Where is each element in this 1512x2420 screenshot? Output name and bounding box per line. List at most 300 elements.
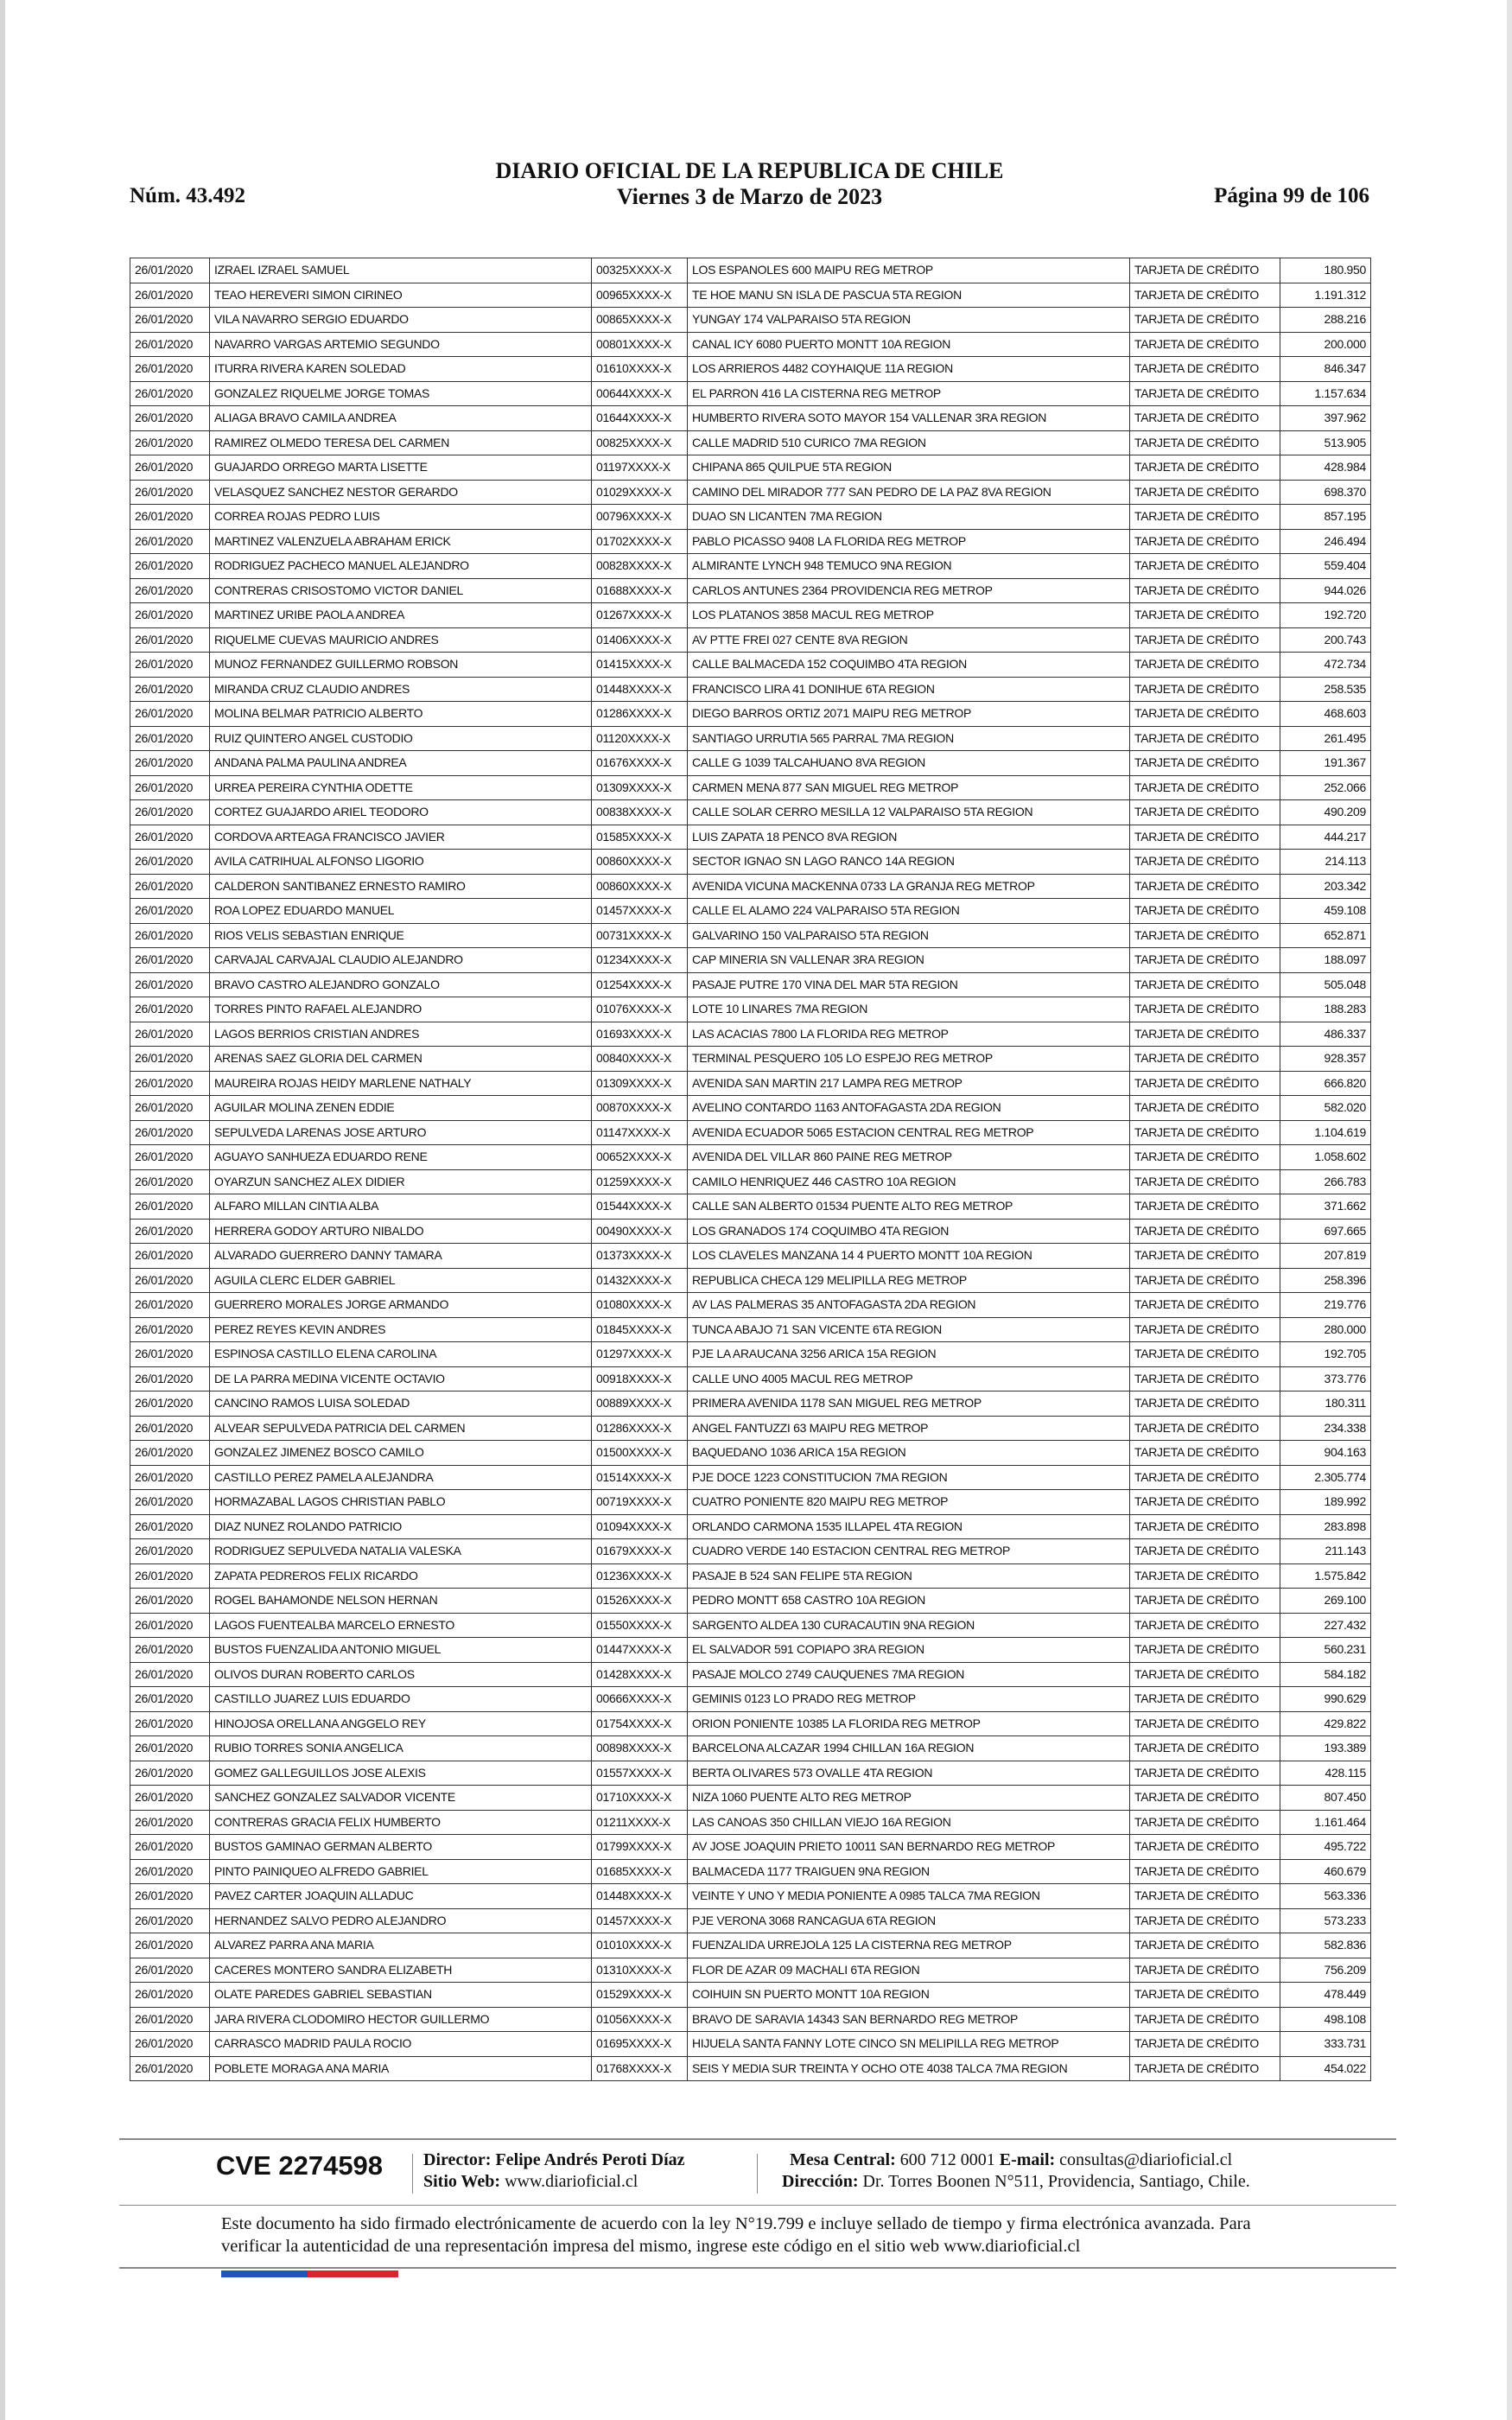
record-rut: 00325XXXX-X [592,258,688,283]
record-name: ALVARADO GUERRERO DANNY TAMARA [210,1244,592,1269]
record-rut: 01754XXXX-X [592,1711,688,1736]
record-date: 26/01/2020 [130,283,210,308]
record-rut: 01310XXXX-X [592,1958,688,1983]
record-name: PAVEZ CARTER JOAQUIN ALLADUC [210,1884,592,1909]
record-date: 26/01/2020 [130,1835,210,1860]
record-date: 26/01/2020 [130,923,210,948]
record-name: ALIAGA BRAVO CAMILA ANDREA [210,406,592,431]
record-name: ROGEL BAHAMONDE NELSON HERNAN [210,1589,592,1614]
record-address: LAS ACACIAS 7800 LA FLORIDA REG METROP [688,1022,1130,1047]
record-address: CARMEN MENA 877 SAN MIGUEL REG METROP [688,775,1130,800]
table-row [130,529,1371,554]
record-name: ZAPATA PEDREROS FELIX RICARDO [210,1563,592,1589]
record-amount: 573.233 [1280,1908,1371,1933]
record-date: 26/01/2020 [130,455,210,481]
record-date: 26/01/2020 [130,899,210,924]
record-rut: 01529XXXX-X [592,1983,688,2008]
record-rut: 01010XXXX-X [592,1933,688,1958]
record-date: 26/01/2020 [130,997,210,1022]
table-row [130,923,1371,948]
record-name: JARA RIVERA CLODOMIRO HECTOR GUILLERMO [210,2007,592,2032]
table-row [130,1293,1371,1318]
record-address: BERTA OLIVARES 573 OVALLE 4TA REGION [688,1761,1130,1786]
record-amount: 756.209 [1280,1958,1371,1983]
record-address: AV JOSE JOAQUIN PRIETO 10011 SAN BERNARDO REG METROP [688,1835,1130,1860]
record-address: EL PARRON 416 LA CISTERNA REG METROP [688,381,1130,406]
record-address: SEIS Y MEDIA SUR TREINTA Y OCHO OTE 4038 TALCA 7MA REGION [688,2056,1130,2081]
record-amount: 559.404 [1280,554,1371,579]
record-type: TARJETA DE CRÉDITO [1130,2032,1280,2057]
record-type: TARJETA DE CRÉDITO [1130,1366,1280,1392]
record-type: TARJETA DE CRÉDITO [1130,677,1280,702]
record-amount: 207.819 [1280,1244,1371,1269]
record-address: AVENIDA DEL VILLAR 860 PAINE REG METROP [688,1145,1130,1170]
record-amount: 246.494 [1280,529,1371,554]
record-date: 26/01/2020 [130,603,210,628]
record-date: 26/01/2020 [130,1687,210,1712]
record-date: 26/01/2020 [130,751,210,776]
record-type: TARJETA DE CRÉDITO [1130,258,1280,283]
table-row [130,1933,1371,1958]
record-name: LAGOS BERRIOS CRISTIAN ANDRES [210,1022,592,1047]
record-name: RUBIO TORRES SONIA ANGELICA [210,1736,592,1761]
record-date: 26/01/2020 [130,1908,210,1933]
table-row [130,1194,1371,1220]
record-date: 26/01/2020 [130,1145,210,1170]
record-rut: 01406XXXX-X [592,627,688,653]
record-type: TARJETA DE CRÉDITO [1130,1711,1280,1736]
record-rut: 00898XXXX-X [592,1736,688,1761]
record-rut: 01610XXXX-X [592,357,688,382]
record-type: TARJETA DE CRÉDITO [1130,1392,1280,1417]
record-address: CALLE BALMACEDA 152 COQUIMBO 4TA REGION [688,653,1130,678]
record-name: HERRERA GODOY ARTURO NIBALDO [210,1219,592,1244]
record-date: 26/01/2020 [130,1293,210,1318]
record-name: CALDERON SANTIBANEZ ERNESTO RAMIRO [210,874,592,899]
record-address: GEMINIS 0123 LO PRADO REG METROP [688,1687,1130,1712]
record-amount: 261.495 [1280,726,1371,751]
record-amount: 397.962 [1280,406,1371,431]
record-address: ANGEL FANTUZZI 63 MAIPU REG METROP [688,1416,1130,1441]
contact-line [790,2150,1232,2170]
record-type: TARJETA DE CRÉDITO [1130,283,1280,308]
record-rut: 01685XXXX-X [592,1859,688,1884]
record-type: TARJETA DE CRÉDITO [1130,1539,1280,1564]
record-rut: 00731XXXX-X [592,923,688,948]
record-type: TARJETA DE CRÉDITO [1130,1465,1280,1490]
table-row [130,1638,1371,1663]
table-row [130,1366,1371,1392]
record-address: CALLE G 1039 TALCAHUANO 8VA REGION [688,751,1130,776]
record-name: TEAO HEREVERI SIMON CIRINEO [210,283,592,308]
record-amount: 1.058.602 [1280,1145,1371,1170]
record-name: URREA PEREIRA CYNTHIA ODETTE [210,775,592,800]
flag-red-stripe [308,2270,398,2277]
record-date: 26/01/2020 [130,1342,210,1367]
record-date: 26/01/2020 [130,1761,210,1786]
record-address: PASAJE MOLCO 2749 CAUQUENES 7MA REGION [688,1662,1130,1687]
record-date: 26/01/2020 [130,1933,210,1958]
record-type: TARJETA DE CRÉDITO [1130,357,1280,382]
record-address: ALMIRANTE LYNCH 948 TEMUCO 9NA REGION [688,554,1130,579]
record-date: 26/01/2020 [130,1465,210,1490]
record-rut: 00860XXXX-X [592,850,688,875]
record-amount: 234.338 [1280,1416,1371,1441]
record-type: TARJETA DE CRÉDITO [1130,1145,1280,1170]
record-type: TARJETA DE CRÉDITO [1130,1194,1280,1220]
record-amount: 444.217 [1280,825,1371,850]
table-row [130,972,1371,997]
record-type: TARJETA DE CRÉDITO [1130,1589,1280,1614]
record-amount: 460.679 [1280,1859,1371,1884]
record-rut: 01702XXXX-X [592,529,688,554]
record-address: CUATRO PONIENTE 820 MAIPU REG METROP [688,1490,1130,1515]
record-type: TARJETA DE CRÉDITO [1130,627,1280,653]
record-type: TARJETA DE CRÉDITO [1130,1342,1280,1367]
record-date: 26/01/2020 [130,972,210,997]
record-date: 26/01/2020 [130,2056,210,2081]
record-name: CARVAJAL CARVAJAL CLAUDIO ALEJANDRO [210,948,592,973]
page-header [130,158,1369,219]
masthead [130,158,1369,210]
record-type: TARJETA DE CRÉDITO [1130,603,1280,628]
record-amount: 2.305.774 [1280,1465,1371,1490]
record-amount: 193.389 [1280,1736,1371,1761]
record-date: 26/01/2020 [130,1736,210,1761]
record-type: TARJETA DE CRÉDITO [1130,505,1280,530]
record-name: ESPINOSA CASTILLO ELENA CAROLINA [210,1342,592,1367]
record-name: RIQUELME CUEVAS MAURICIO ANDRES [210,627,592,653]
record-rut: 01076XXXX-X [592,997,688,1022]
record-address: CARLOS ANTUNES 2364 PROVIDENCIA REG METROP [688,578,1130,603]
record-address: NIZA 1060 PUENTE ALTO REG METROP [688,1786,1130,1811]
record-name: ARENAS SAEZ GLORIA DEL CARMEN [210,1047,592,1072]
record-date: 26/01/2020 [130,726,210,751]
record-amount: 188.097 [1280,948,1371,973]
record-name: CORDOVA ARTEAGA FRANCISCO JAVIER [210,825,592,850]
record-amount: 1.575.842 [1280,1563,1371,1589]
record-amount: 698.370 [1280,480,1371,505]
record-name: CASTILLO PEREZ PAMELA ALEJANDRA [210,1465,592,1490]
record-address: ORLANDO CARMONA 1535 ILLAPEL 4TA REGION [688,1514,1130,1539]
record-date: 26/01/2020 [130,1983,210,2008]
table-row [130,357,1371,382]
record-rut: 00828XXXX-X [592,554,688,579]
table-row [130,1169,1371,1194]
record-amount: 283.898 [1280,1514,1371,1539]
record-amount: 1.191.312 [1280,283,1371,308]
record-address: CALLE MADRID 510 CURICO 7MA REGION [688,430,1130,455]
record-name: ROA LOPEZ EDUARDO MANUEL [210,899,592,924]
table-row [130,627,1371,653]
record-address: SARGENTO ALDEA 130 CURACAUTIN 9NA REGION [688,1613,1130,1638]
record-type: TARJETA DE CRÉDITO [1130,1958,1280,1983]
record-name: MARTINEZ URIBE PAOLA ANDREA [210,603,592,628]
record-rut: 00860XXXX-X [592,874,688,899]
record-name: MAUREIRA ROJAS HEIDY MARLENE NATHALY [210,1071,592,1096]
record-date: 26/01/2020 [130,1859,210,1884]
record-date: 26/01/2020 [130,677,210,702]
table-row [130,1120,1371,1145]
record-type: TARJETA DE CRÉDITO [1130,1416,1280,1441]
table-row [130,1465,1371,1490]
record-type: TARJETA DE CRÉDITO [1130,825,1280,850]
record-name: ANDANA PALMA PAULINA ANDREA [210,751,592,776]
record-type: TARJETA DE CRÉDITO [1130,1514,1280,1539]
footer-bottom-rule [119,2267,1396,2269]
record-name: VILA NAVARRO SERGIO EDUARDO [210,308,592,333]
table-row [130,1884,1371,1909]
footer-mid-rule [119,2205,1396,2206]
record-rut: 01768XXXX-X [592,2056,688,2081]
record-type: TARJETA DE CRÉDITO [1130,1071,1280,1096]
record-address: PRIMERA AVENIDA 1178 SAN MIGUEL REG METROP [688,1392,1130,1417]
record-date: 26/01/2020 [130,1366,210,1392]
record-amount: 1.104.619 [1280,1120,1371,1145]
record-address: LOS ARRIEROS 4482 COYHAIQUE 11A REGION [688,357,1130,382]
record-type: TARJETA DE CRÉDITO [1130,850,1280,875]
record-amount: 1.161.464 [1280,1810,1371,1835]
record-rut: 01695XXXX-X [592,2032,688,2057]
table-row [130,677,1371,702]
record-rut: 01550XXXX-X [592,1613,688,1638]
record-name: HORMAZABAL LAGOS CHRISTIAN PABLO [210,1490,592,1515]
record-rut: 01526XXXX-X [592,1589,688,1614]
record-date: 26/01/2020 [130,2007,210,2032]
record-type: TARJETA DE CRÉDITO [1130,1835,1280,1860]
table-row [130,283,1371,308]
address-text: Dr. Torres Boonen N°511, Providencia, Santiago, Chile. [862,2172,1250,2191]
record-address: SECTOR IGNAO SN LAGO RANCO 14A REGION [688,850,1130,875]
record-type: TARJETA DE CRÉDITO [1130,948,1280,973]
record-amount: 258.396 [1280,1268,1371,1293]
record-rut: 01120XXXX-X [592,726,688,751]
record-rut: 01710XXXX-X [592,1786,688,1811]
record-name: AVILA CATRIHUAL ALFONSO LIGORIO [210,850,592,875]
record-address: TERMINAL PESQUERO 105 LO ESPEJO REG METROP [688,1047,1130,1072]
record-date: 26/01/2020 [130,1120,210,1145]
record-rut: 01094XXXX-X [592,1514,688,1539]
record-date: 26/01/2020 [130,357,210,382]
record-rut: 00652XXXX-X [592,1145,688,1170]
table-row [130,1441,1371,1466]
record-rut: 01147XXXX-X [592,1120,688,1145]
record-type: TARJETA DE CRÉDITO [1130,653,1280,678]
record-name: RUIZ QUINTERO ANGEL CUSTODIO [210,726,592,751]
record-date: 26/01/2020 [130,800,210,825]
table-row [130,455,1371,481]
record-rut: 00918XXXX-X [592,1366,688,1392]
record-name: AGUILAR MOLINA ZENEN EDDIE [210,1096,592,1121]
record-name: MOLINA BELMAR PATRICIO ALBERTO [210,702,592,727]
record-type: TARJETA DE CRÉDITO [1130,923,1280,948]
record-address: PEDRO MONTT 658 CASTRO 10A REGION [688,1589,1130,1614]
record-address: VEINTE Y UNO Y MEDIA PONIENTE A 0985 TALCA 7MA REGION [688,1884,1130,1909]
record-amount: 505.048 [1280,972,1371,997]
record-amount: 428.984 [1280,455,1371,481]
record-address: FUENZALIDA URREJOLA 125 LA CISTERNA REG METROP [688,1933,1130,1958]
record-amount: 990.629 [1280,1687,1371,1712]
record-date: 26/01/2020 [130,529,210,554]
record-type: TARJETA DE CRÉDITO [1130,1490,1280,1515]
record-type: TARJETA DE CRÉDITO [1130,702,1280,727]
record-address: AVENIDA SAN MARTIN 217 LAMPA REG METROP [688,1071,1130,1096]
record-name: CARRASCO MADRID PAULA ROCIO [210,2032,592,2057]
record-name: OLATE PAREDES GABRIEL SEBASTIAN [210,1983,592,2008]
director-name: Felipe Andrés Peroti Díaz [495,2150,685,2169]
record-address: AVELINO CONTARDO 1163 ANTOFAGASTA 2DA REGION [688,1096,1130,1121]
record-date: 26/01/2020 [130,1219,210,1244]
record-amount: 904.163 [1280,1441,1371,1466]
record-rut: 01644XXXX-X [592,406,688,431]
record-amount: 478.449 [1280,1983,1371,2008]
table-row [130,653,1371,678]
table-row [130,1539,1371,1564]
record-address: CAP MINERIA SN VALLENAR 3RA REGION [688,948,1130,973]
record-date: 26/01/2020 [130,874,210,899]
record-rut: 01676XXXX-X [592,751,688,776]
table-row [130,1317,1371,1342]
record-rut: 01447XXXX-X [592,1638,688,1663]
table-row [130,825,1371,850]
website-link[interactable]: www.diarioficial.cl [505,2172,638,2191]
record-amount: 200.000 [1280,332,1371,357]
record-rut: 01514XXXX-X [592,1465,688,1490]
record-amount: 697.665 [1280,1219,1371,1244]
record-name: VELASQUEZ SANCHEZ NESTOR GERARDO [210,480,592,505]
record-address: EL SALVADOR 591 COPIAPO 3RA REGION [688,1638,1130,1663]
record-date: 26/01/2020 [130,480,210,505]
record-name: DIAZ NUNEZ ROLANDO PATRICIO [210,1514,592,1539]
record-type: TARJETA DE CRÉDITO [1130,2007,1280,2032]
record-rut: 01500XXXX-X [592,1441,688,1466]
record-name: SEPULVEDA LARENAS JOSE ARTURO [210,1120,592,1145]
table-row [130,899,1371,924]
table-row [130,1071,1371,1096]
record-rut: 00838XXXX-X [592,800,688,825]
record-type: TARJETA DE CRÉDITO [1130,874,1280,899]
record-rut: 00870XXXX-X [592,1096,688,1121]
record-type: TARJETA DE CRÉDITO [1130,1638,1280,1663]
record-type: TARJETA DE CRÉDITO [1130,1219,1280,1244]
record-date: 26/01/2020 [130,1047,210,1072]
record-date: 26/01/2020 [130,1490,210,1515]
record-date: 26/01/2020 [130,258,210,283]
record-amount: 288.216 [1280,308,1371,333]
record-date: 26/01/2020 [130,850,210,875]
table-row [130,1589,1371,1614]
record-type: TARJETA DE CRÉDITO [1130,1244,1280,1269]
record-address: BAQUEDANO 1036 ARICA 15A REGION [688,1441,1130,1466]
record-amount: 807.450 [1280,1786,1371,1811]
record-type: TARJETA DE CRÉDITO [1130,1859,1280,1884]
record-name: OLIVOS DURAN ROBERTO CARLOS [210,1662,592,1687]
record-amount: 280.000 [1280,1317,1371,1342]
record-amount: 490.209 [1280,800,1371,825]
record-type: TARJETA DE CRÉDITO [1130,1293,1280,1318]
table-row [130,1810,1371,1835]
record-amount: 857.195 [1280,505,1371,530]
record-date: 26/01/2020 [130,948,210,973]
table-row [130,381,1371,406]
record-type: TARJETA DE CRÉDITO [1130,1810,1280,1835]
record-amount: 486.337 [1280,1022,1371,1047]
record-address: AVENIDA VICUNA MACKENNA 0733 LA GRANJA REG METROP [688,874,1130,899]
record-rut: 00644XXXX-X [592,381,688,406]
record-rut: 01254XXXX-X [592,972,688,997]
table-row [130,1761,1371,1786]
record-amount: 258.535 [1280,677,1371,702]
flag-blue-stripe [221,2270,308,2277]
record-address: BALMACEDA 1177 TRAIGUEN 9NA REGION [688,1859,1130,1884]
record-rut: 01457XXXX-X [592,899,688,924]
record-address: PJE LA ARAUCANA 3256 ARICA 15A REGION [688,1342,1130,1367]
record-amount: 180.311 [1280,1392,1371,1417]
record-date: 26/01/2020 [130,1589,210,1614]
record-rut: 01544XXXX-X [592,1194,688,1220]
page-number: Página 99 de 106 [1214,184,1369,207]
record-amount: 513.905 [1280,430,1371,455]
mesa-phone: 600 712 0001 [899,2150,995,2169]
record-date: 26/01/2020 [130,1662,210,1687]
record-address: FRANCISCO LIRA 41 DONIHUE 6TA REGION [688,677,1130,702]
record-name: SANCHEZ GONZALEZ SALVADOR VICENTE [210,1786,592,1811]
record-rut: 01448XXXX-X [592,1884,688,1909]
table-row [130,1662,1371,1687]
record-amount: 563.336 [1280,1884,1371,1909]
record-address: COIHUIN SN PUERTO MONTT 10A REGION [688,1983,1130,2008]
table-row [130,702,1371,727]
record-type: TARJETA DE CRÉDITO [1130,1120,1280,1145]
email-link[interactable]: consultas@diarioficial.cl [1059,2150,1233,2169]
table-row [130,726,1371,751]
record-amount: 928.357 [1280,1047,1371,1072]
record-name: RODRIGUEZ PACHECO MANUEL ALEJANDRO [210,554,592,579]
record-date: 26/01/2020 [130,1958,210,1983]
record-date: 26/01/2020 [130,2032,210,2057]
record-type: TARJETA DE CRÉDITO [1130,1268,1280,1293]
table-row [130,997,1371,1022]
record-rut: 01585XXXX-X [592,825,688,850]
record-amount: 203.342 [1280,874,1371,899]
record-rut: 01309XXXX-X [592,1071,688,1096]
record-amount: 498.108 [1280,2007,1371,2032]
record-name: CACERES MONTERO SANDRA ELIZABETH [210,1958,592,1983]
record-type: TARJETA DE CRÉDITO [1130,1563,1280,1589]
record-type: TARJETA DE CRÉDITO [1130,308,1280,333]
record-name: CASTILLO JUAREZ LUIS EDUARDO [210,1687,592,1712]
record-name: CANCINO RAMOS LUISA SOLEDAD [210,1392,592,1417]
record-type: TARJETA DE CRÉDITO [1130,899,1280,924]
record-rut: 00865XXXX-X [592,308,688,333]
director-line [423,2150,685,2170]
record-date: 26/01/2020 [130,775,210,800]
record-date: 26/01/2020 [130,1317,210,1342]
record-date: 26/01/2020 [130,1539,210,1564]
record-name: MARTINEZ VALENZUELA ABRAHAM ERICK [210,529,592,554]
record-amount: 211.143 [1280,1539,1371,1564]
record-type: TARJETA DE CRÉDITO [1130,775,1280,800]
record-name: CORTEZ GUAJARDO ARIEL TEODORO [210,800,592,825]
footer-divider [757,2154,758,2194]
record-date: 26/01/2020 [130,578,210,603]
table-row [130,850,1371,875]
footer-top-rule [119,2138,1396,2140]
website-label: Sitio Web: [423,2172,501,2191]
record-type: TARJETA DE CRÉDITO [1130,1169,1280,1194]
record-type: TARJETA DE CRÉDITO [1130,726,1280,751]
record-rut: 00719XXXX-X [592,1490,688,1515]
